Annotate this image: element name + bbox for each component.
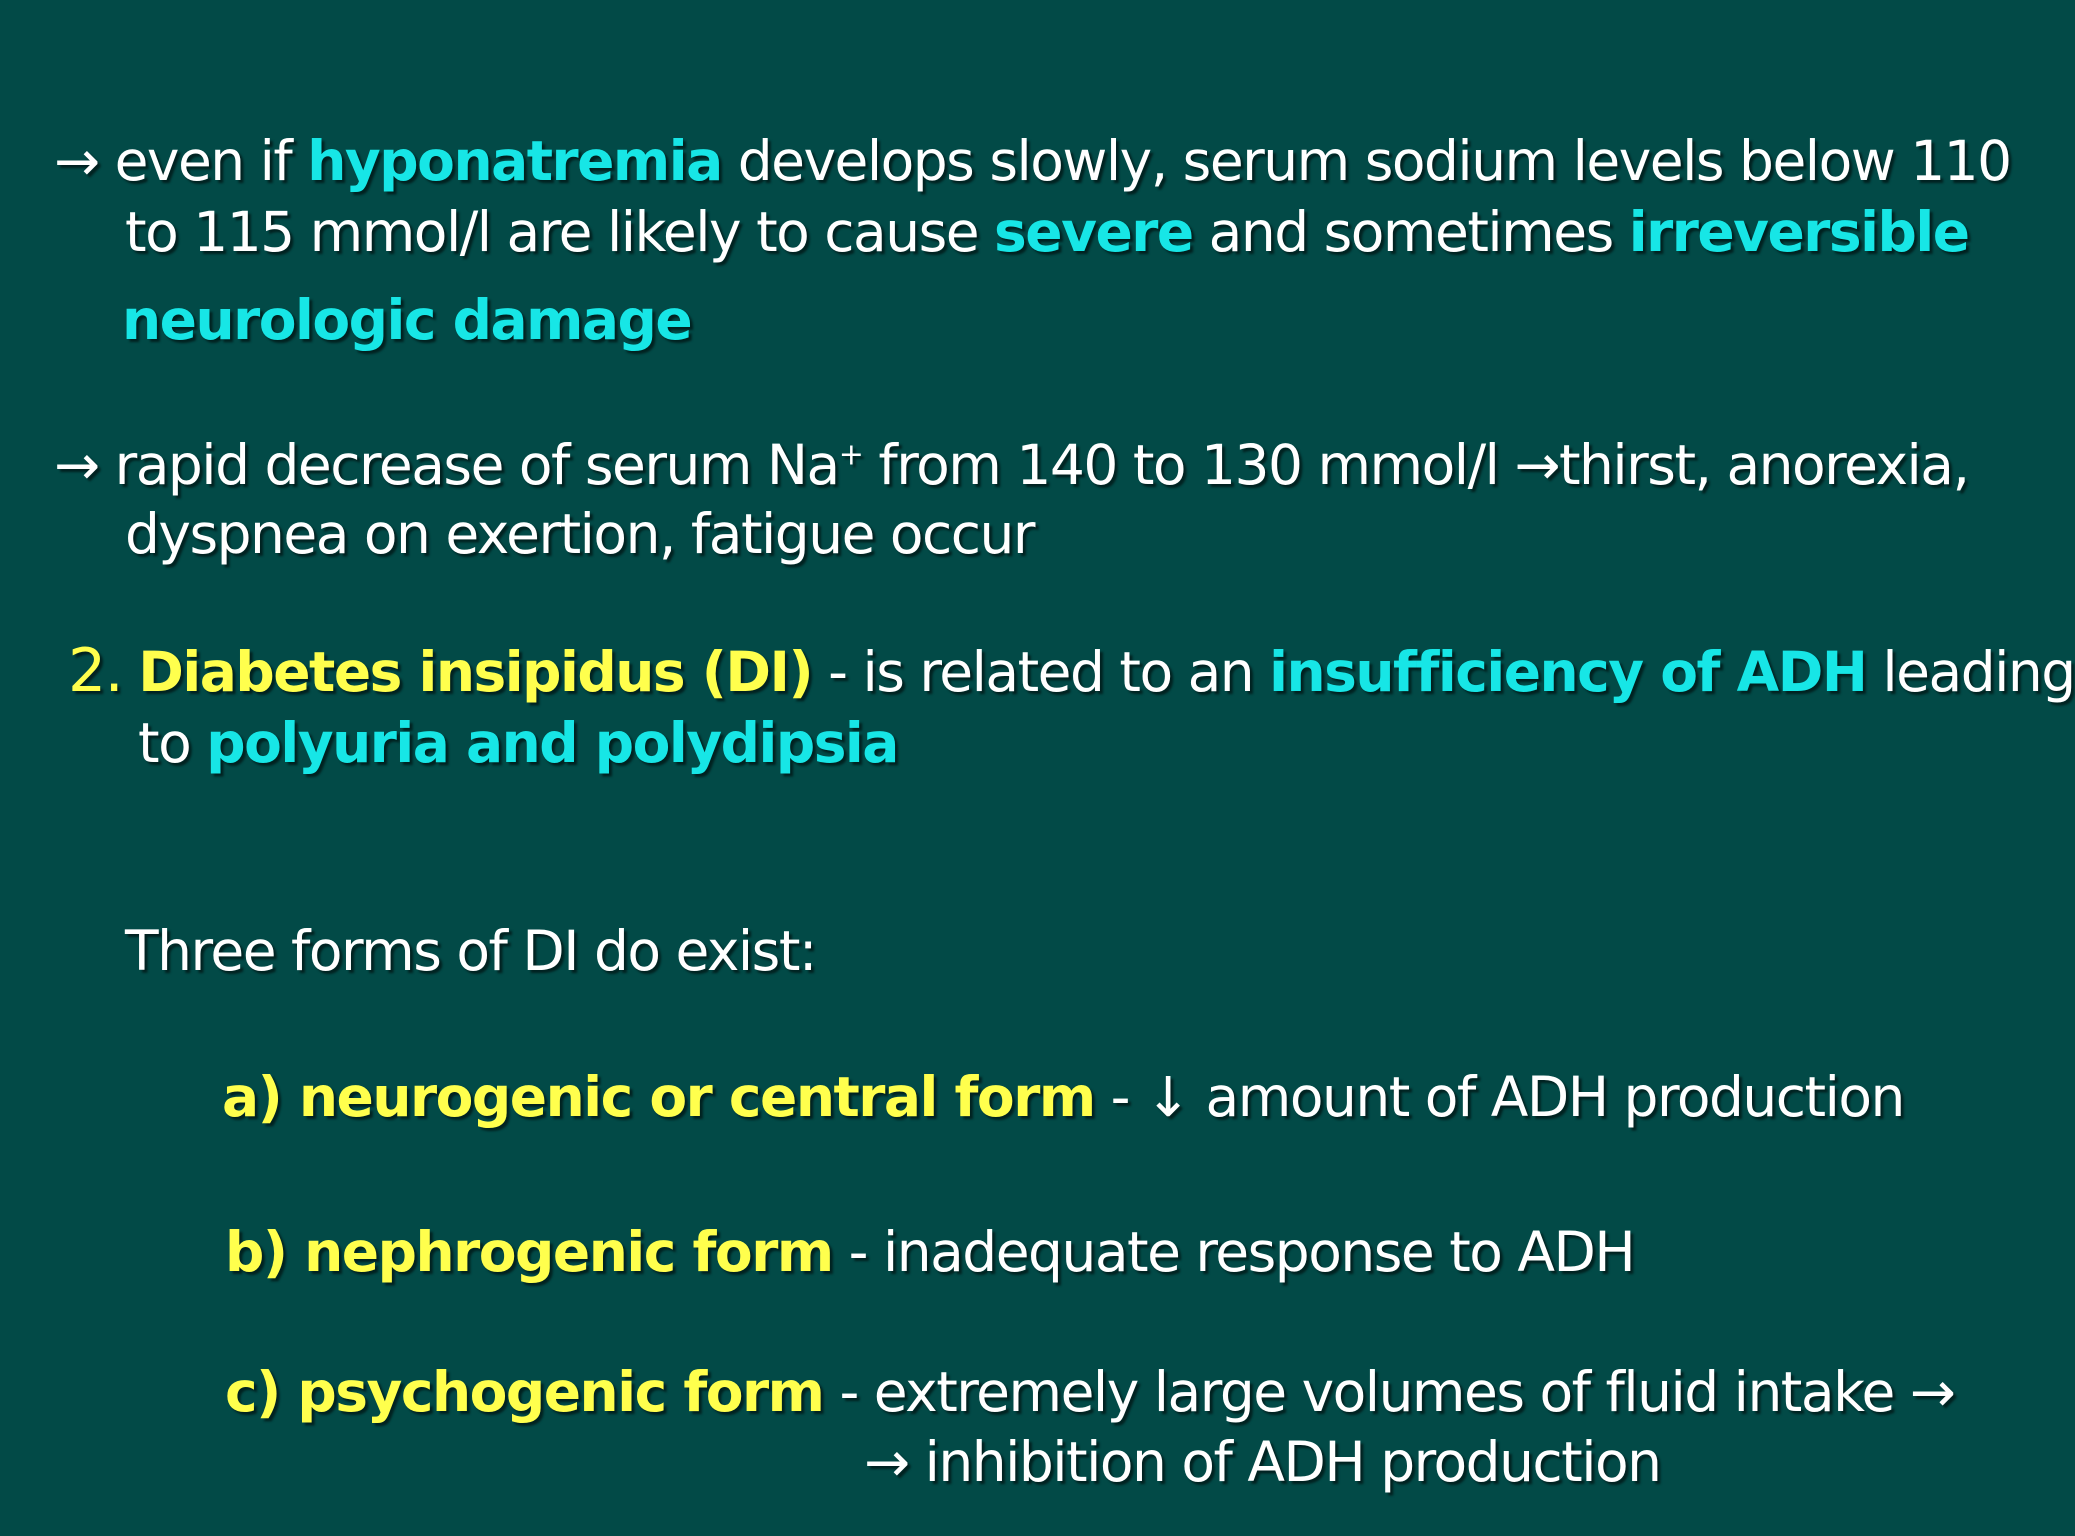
section2-text2: leading [1866,640,2075,704]
form-b [225,1217,1634,1287]
para2-line2 [125,499,1034,569]
para1-line2-text2: and sometimes [1192,200,1629,264]
arrow-down-icon: ↓ [1144,1065,1190,1129]
para1-line2 [125,197,1969,267]
form-c-label: c) psychogenic form [225,1360,824,1424]
arrow-right-icon: → [54,129,99,193]
section2-line1 [68,636,2075,707]
section2-line2-text1: to [138,711,207,775]
form-a-label: a) neurogenic or central form [222,1065,1095,1129]
section2-text1: - is related to an [812,640,1270,704]
para2-line2-text1: dyspnea on exertion, fatigue occur [125,502,1035,566]
form-b-text1: - inadequate response to ADH [832,1220,1635,1284]
section-number: 2. [68,636,123,706]
form-c-line2-text: inhibition of ADH production [908,1430,1661,1494]
forms-intro [125,916,816,986]
highlight-irreversible: irreversible [1628,200,1969,264]
arrow-right-icon: → [864,1430,909,1494]
para1-line2-text1: to 115 mmol/l are likely to cause [125,200,995,264]
form-c-line2 [864,1427,1661,1497]
superscript-plus: + [838,437,863,473]
para2-line1 [54,430,1968,500]
form-c-line1 [225,1357,1954,1427]
section2-line2 [138,708,898,778]
highlight-neurologic-damage: neurologic damage [122,288,692,352]
para1-line1-text1: even if [98,129,308,193]
para1-line1-text2: develops slowly, serum sodium levels below 110 [721,129,2011,193]
arrow-right-icon: → [1909,1360,1955,1424]
arrow-right-icon: → [1514,433,1559,497]
section-title: Diabetes insipidus (DI) [138,640,813,704]
forms-intro-text: Three forms of DI do exist: [125,919,816,983]
para1-line1 [54,126,2011,196]
form-c-text1: - extremely large volumes of fluid intake [823,1360,1910,1424]
form-a-text1: - [1094,1065,1145,1129]
arrow-right-icon: → [54,433,99,497]
highlight-severe: severe [994,200,1193,264]
para2-line1-text2: from 140 to 130 mmol/l [862,433,1515,497]
para2-line1-text1: rapid decrease of serum Na [98,433,839,497]
form-a-text2: amount of ADH production [1189,1065,1904,1129]
para1-line3 [122,285,691,355]
highlight-insufficiency-of-adh: insufficiency of ADH [1269,640,1867,704]
form-b-label: b) nephrogenic form [225,1220,833,1284]
highlight-polyuria-polydipsia: polyuria and polydipsia [206,711,898,775]
form-a [222,1062,1904,1132]
para2-line1-text3: thirst, anorexia, [1558,433,1969,497]
highlight-hyponatremia: hyponatremia [307,129,722,193]
